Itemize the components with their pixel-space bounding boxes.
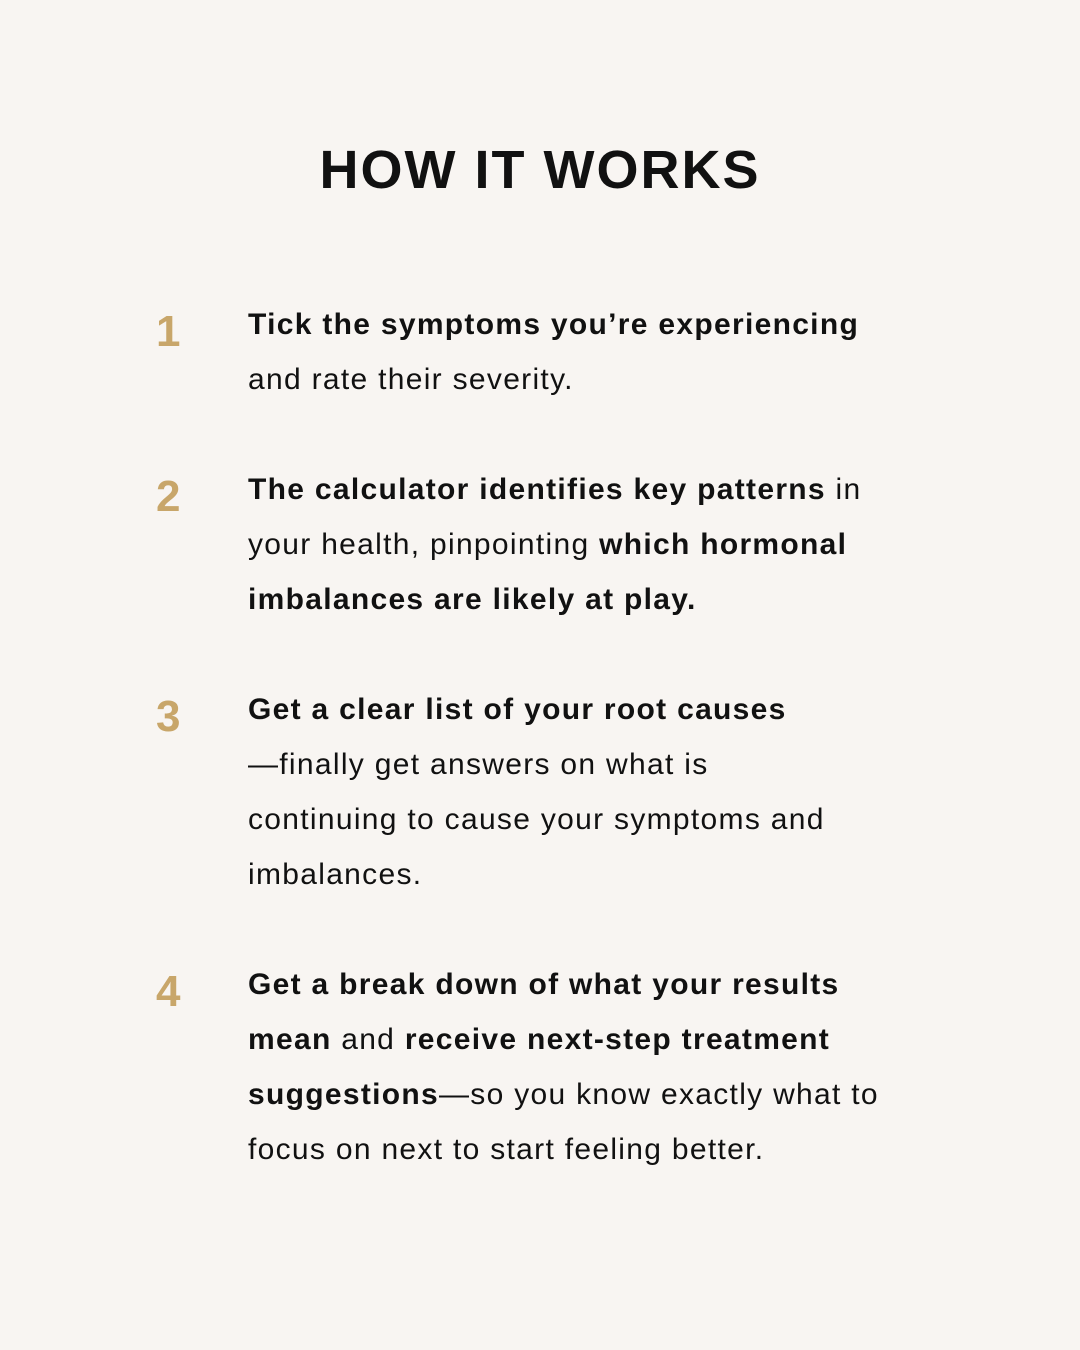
bold-text: Get a clear list of your root causes (248, 693, 787, 726)
body-text: and rate their severity. (248, 363, 574, 396)
step-number: 3 (156, 692, 181, 741)
body-text: imbalances. (248, 858, 423, 891)
bold-text: suggestions (248, 1078, 439, 1111)
text-line (248, 297, 968, 352)
body-text: —so you know exactly what to (439, 1078, 879, 1111)
text-line (248, 1012, 968, 1067)
text-line (248, 352, 968, 407)
bold-text: imbalances are likely at play. (248, 583, 697, 616)
text-line (248, 737, 968, 792)
text-line (248, 957, 968, 1012)
body-text: your health, pinpointing (248, 528, 600, 561)
body-text: —finally get answers on what is (248, 748, 709, 781)
body-text: continuing to cause your symptoms and (248, 803, 825, 836)
body-text: and (331, 1023, 405, 1056)
bold-text: The calculator identifies key patterns (248, 473, 826, 506)
bold-text: Get a break down of what your results (248, 968, 840, 1001)
step-number: 2 (156, 472, 181, 521)
text-line (248, 682, 968, 737)
body-text: in (825, 473, 862, 506)
text-line (248, 517, 968, 572)
text-line (248, 847, 968, 902)
bold-text: which hormonal (599, 528, 848, 561)
text-line (248, 1067, 968, 1122)
text-line (248, 572, 968, 627)
text-line (248, 462, 968, 517)
text-line (248, 792, 968, 847)
step-description (248, 462, 968, 627)
body-text: focus on next to start feeling better. (248, 1133, 765, 1166)
page-title: HOW IT WORKS (319, 140, 761, 200)
bold-text: mean (248, 1023, 332, 1056)
bold-text: receive next-step treatment (404, 1023, 831, 1056)
bold-text: Tick the symptoms you’re experiencing (248, 308, 860, 341)
step-description (248, 297, 968, 407)
step-description (248, 957, 968, 1177)
step-description (248, 682, 968, 902)
text-line (248, 1122, 968, 1177)
step-number: 4 (156, 967, 181, 1016)
step-number: 1 (156, 307, 181, 356)
